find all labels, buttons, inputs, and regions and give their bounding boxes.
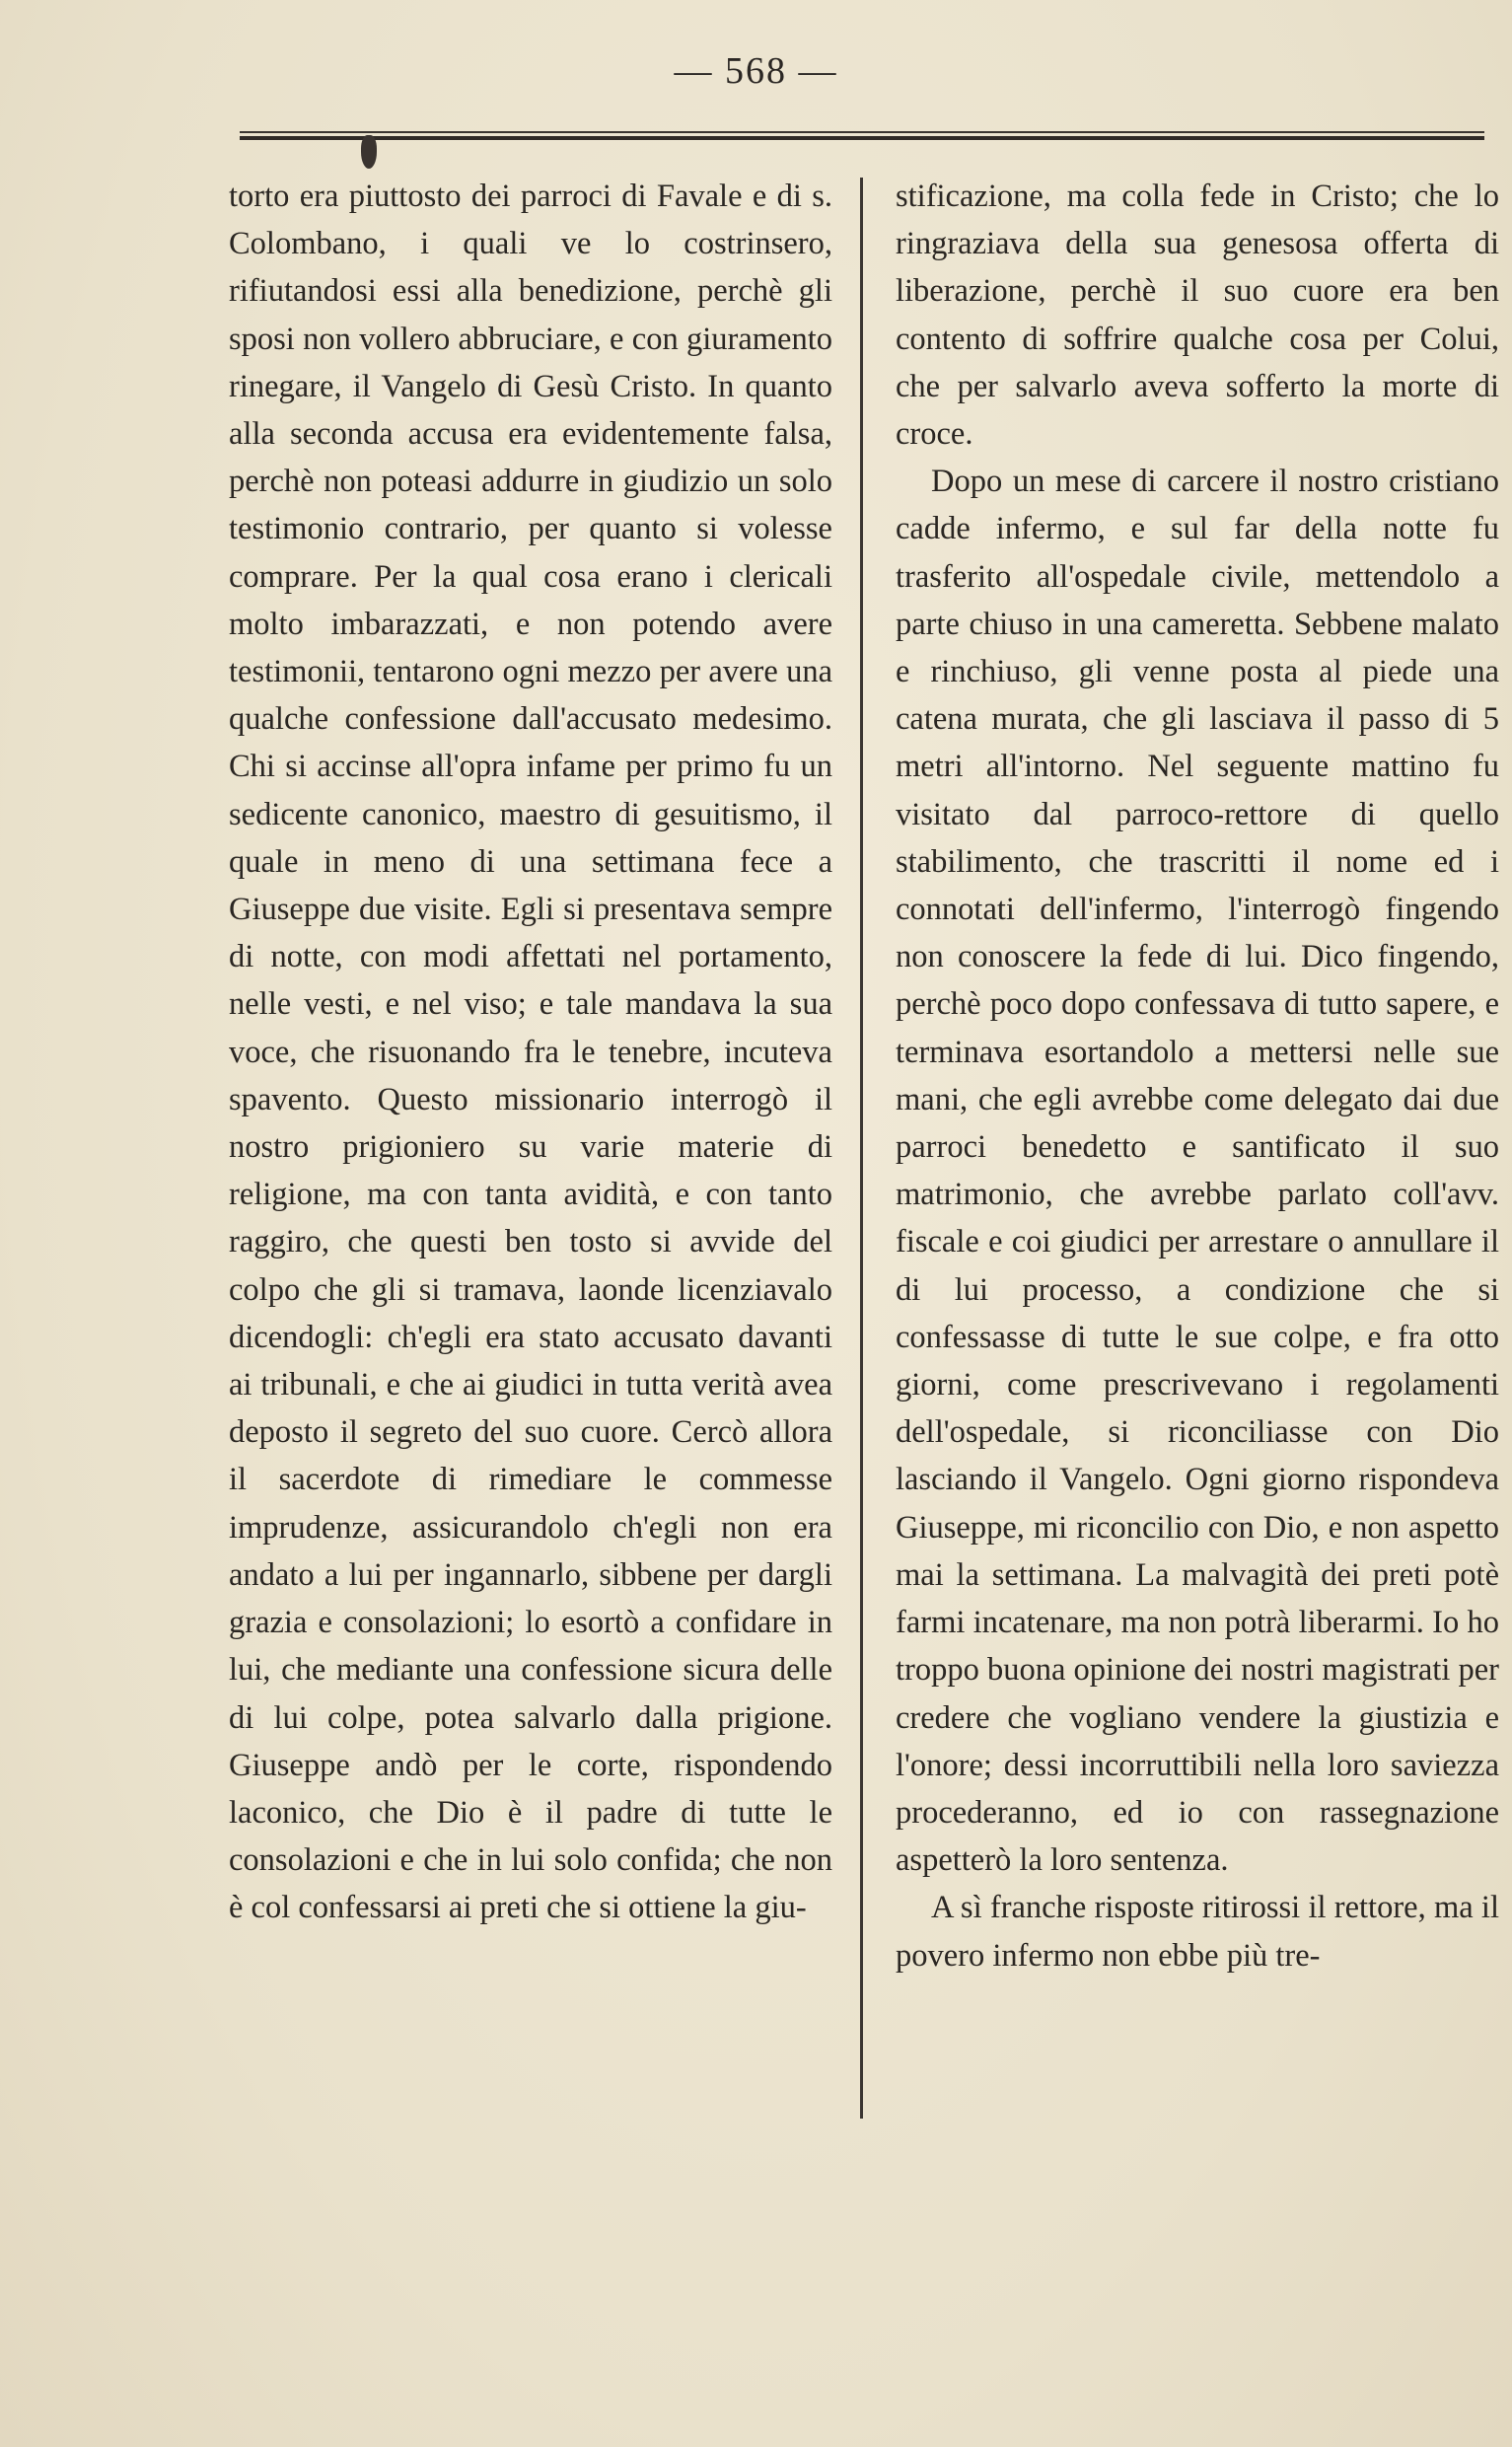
left-column <box>229 173 832 1932</box>
header-rule <box>240 131 1484 140</box>
right-column <box>896 173 1499 1979</box>
ink-blot <box>361 135 377 169</box>
right-paragraph-1: stificazione, ma colla fede in Cristo; che lo ringraziava della sua genesosa offerta di liberazione, perchè il suo cuore era ben contento di soffrire qualche cosa per Colui, che per salvarlo aveva sofferto la morte di croce. <box>896 179 1499 453</box>
column-divider <box>860 178 863 2119</box>
right-paragraph-2: Dopo un mese di carcere il nostro cristiano cadde infermo, e sul far della notte fu trasferito all'ospedale civile, mettendolo a parte chiuso in una cameretta. Sebbene malato e rinchiuso, gli venne posta al piede una catena murata, che gli lasciava il passo di 5 metri all'intorno. Nel seguente mattino fu visitato dal parroco-rettore di quello stabilimento, che trascritti il nome ed i connotati dell'infermo, l'interrogò fingendo non conoscere la fede di lui. Dico fingendo, perchè poco dopo confessava di tutto sapere, e terminava esortandolo a mettersi nelle sue mani, che egli avrebbe come delegato dai due parroci benedetto e santificato il suo matrimonio, che avrebbe parlato coll'avv. fiscale e coi giudici per arrestare o annullare il di lui processo, a condizione che si confessasse di tutte le sue colpe, e fra otto giorni, come prescrivevano i regolamenti dell'ospedale, si riconciliasse con Dio lasciando il Vangelo. Ogni giorno rispondeva Giuseppe, mi riconcilio con Dio, e non aspetto mai la settimana. La malvagità dei preti potè farmi incatenare, ma non potrà liberarmi. Io ho troppo buona opinione dei nostri magistrati per credere che vogliano vendere la giustizia e l'onore; dessi incorruttibili nella loro saviezza procederanno, ed io con rassegnazione aspetterò la loro sentenza. <box>896 464 1499 1879</box>
right-paragraph-3: A sì franche risposte ritirossi il rettore, ma il povero infermo non ebbe più tre- <box>896 1890 1499 1974</box>
page-number: — 568 — <box>674 50 838 92</box>
left-paragraph-1: torto era piuttosto dei parroci di Favale e di s. Colombano, i quali ve lo costrinsero, rifiutandosi essi alla benedizione, perchè gli sposi non vollero abbruciare, e con giuramento rinegare, il Vangelo di Gesù Cristo. In quanto alla seconda accusa era evidentemente falsa, perchè non poteasi addurre in giudizio un solo testimonio contrario, per quanto si volesse comprare. Per la qual cosa erano i clericali molto imbarazzati, e non potendo avere testimonii, tentarono ogni mezzo per avere una qualche confessione dall'accusato medesimo. Chi si accinse all'opra infame per primo fu un sedicente canonico, maestro di gesuitismo, il quale in meno di una settimana fece a Giuseppe due visite. Egli si presentava sempre di notte, con modi affettati nel portamento, nelle vesti, e nel viso; e tale mandava la sua voce, che risuonando fra le tenebre, incuteva spavento. Questo missionario interrogò il nostro prigioniero su varie materie di religione, ma con tanta avidità, e con tanto raggiro, che questi ben tosto si avvide del colpo che gli si tramava, laonde licenziavalo dicendogli: ch'egli era stato accusato davanti ai tribunali, e che ai giudici in tutta verità avea deposto il segreto del suo cuore. Cercò allora il sacerdote di rimediare le commesse imprudenze, assicurandolo ch'egli non era andato a lui per ingannarlo, sibbene per dargli grazia e consolazioni; lo esortò a confidare in lui, che mediante una confessione sicura delle di lui colpe, potea salvarlo dalla prigione. Giuseppe andò per le corte, rispondendo laconico, che Dio è il padre di tutte le consolazioni e che in lui solo confida; che non è col confessarsi ai preti che si ottiene la giu- <box>229 179 832 1926</box>
